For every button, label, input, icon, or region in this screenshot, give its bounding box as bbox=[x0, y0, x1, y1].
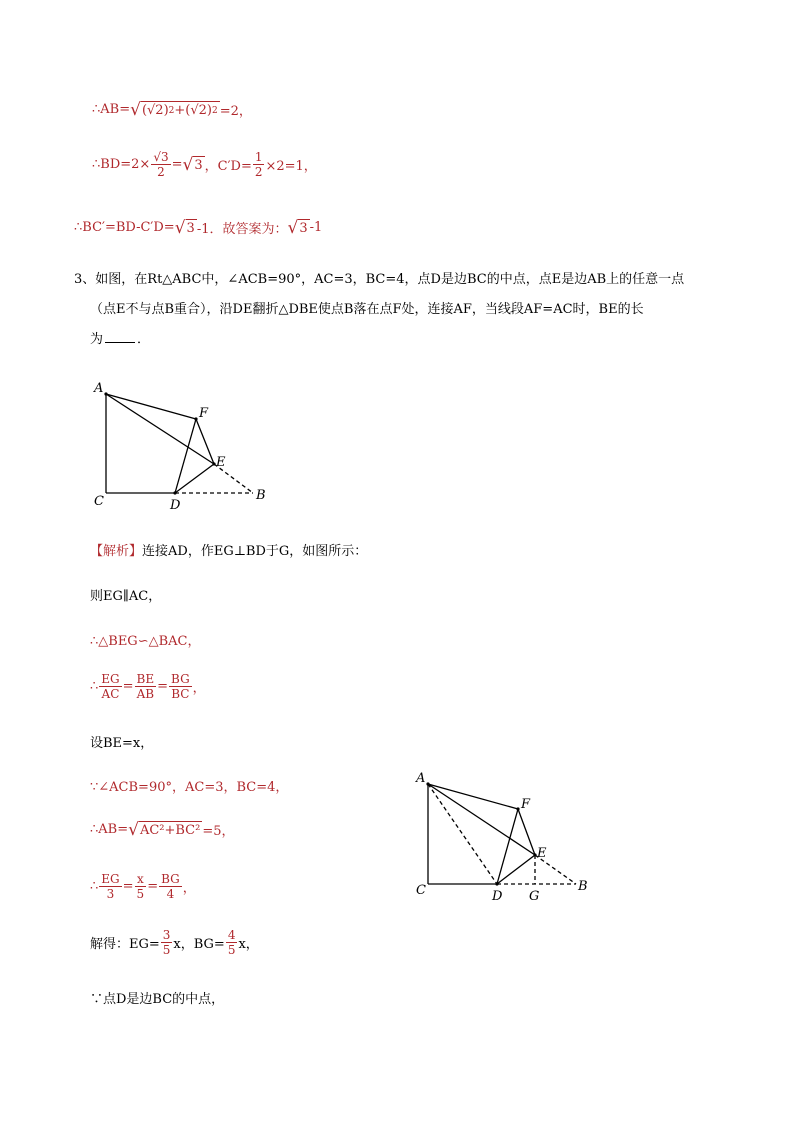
numerator: BG bbox=[161, 872, 180, 886]
sqrt-expression: √ (√2) 2 + (√2) 2 bbox=[130, 99, 218, 120]
term: (√2) bbox=[141, 103, 169, 118]
text: x， bbox=[238, 937, 259, 952]
analysis-intro bbox=[90, 540, 367, 559]
radicand: 3 bbox=[186, 219, 197, 237]
segment-ae bbox=[428, 784, 535, 855]
label-f: F bbox=[521, 797, 531, 812]
solution-line-bd bbox=[92, 150, 317, 179]
denominator: AB bbox=[136, 687, 155, 701]
text: ． bbox=[137, 332, 151, 347]
label-b: B bbox=[256, 488, 266, 503]
text: ∴AB= bbox=[92, 102, 131, 117]
denominator: 5 bbox=[227, 943, 236, 957]
analysis-step-2 bbox=[90, 630, 200, 649]
analysis-step-6 bbox=[90, 820, 235, 839]
segment-fe bbox=[196, 419, 214, 464]
label-a: A bbox=[416, 771, 426, 786]
text: 设BE=x， bbox=[90, 736, 154, 751]
numerator: EG bbox=[101, 872, 120, 886]
segment-de bbox=[497, 855, 535, 884]
segment-fd bbox=[497, 809, 518, 884]
label-d: D bbox=[170, 498, 181, 513]
analysis-step-4 bbox=[90, 732, 153, 751]
analysis-step-8 bbox=[90, 928, 259, 957]
sqrt-expression: √ 3 bbox=[174, 217, 195, 238]
denominator: 2 bbox=[157, 165, 165, 179]
text: ∴BD=2× bbox=[92, 157, 151, 172]
text: 则EG∥AC， bbox=[90, 589, 162, 604]
denominator: BC bbox=[171, 687, 190, 701]
text: = bbox=[147, 879, 159, 894]
fraction bbox=[161, 928, 173, 957]
problem-number: 3、 bbox=[74, 272, 96, 287]
label-d: D bbox=[492, 889, 503, 904]
segment-af bbox=[106, 394, 196, 419]
numerator: EG bbox=[101, 672, 120, 686]
radicand: 3 bbox=[298, 219, 309, 237]
segment-af bbox=[428, 784, 518, 809]
point-d bbox=[173, 491, 176, 494]
exponent: 2 bbox=[212, 105, 218, 116]
analysis-figure bbox=[410, 768, 610, 908]
radicand: 3 bbox=[193, 156, 204, 174]
plus: + bbox=[174, 103, 186, 118]
text: ，C′D= bbox=[204, 159, 252, 174]
numerator: 4 bbox=[227, 928, 236, 942]
fraction bbox=[135, 672, 157, 701]
text: 解得：EG= bbox=[90, 937, 160, 952]
text: = bbox=[171, 157, 183, 172]
text: = bbox=[122, 879, 134, 894]
fraction bbox=[226, 928, 238, 957]
text: ∴AB= bbox=[90, 822, 129, 837]
segment-ae bbox=[106, 394, 214, 464]
solution-line-ab bbox=[92, 100, 252, 119]
text: ×2=1， bbox=[265, 159, 317, 174]
problem-statement bbox=[74, 265, 734, 355]
label-c: C bbox=[416, 883, 426, 898]
text: = bbox=[122, 679, 134, 694]
text: （点E不与点B重合），沿DE翻折△DBE使点B落在点F处，连接AF，当线段AF=AC时，BE的长 bbox=[90, 302, 644, 317]
denominator: 2 bbox=[254, 165, 263, 179]
label-a: A bbox=[94, 381, 104, 396]
point-f bbox=[194, 417, 197, 420]
segment-ad-dashed bbox=[428, 784, 497, 884]
text: ∴ bbox=[90, 679, 99, 694]
numerator: √3 bbox=[153, 150, 169, 164]
label-f: F bbox=[199, 406, 209, 421]
analysis-step-7 bbox=[90, 872, 196, 901]
text: ∴BC′=BD-C′D= bbox=[74, 220, 175, 235]
fraction bbox=[159, 872, 182, 901]
segment-fd bbox=[175, 419, 196, 493]
term: (√2) bbox=[185, 103, 212, 118]
problem-figure bbox=[88, 378, 288, 513]
label-e: E bbox=[537, 846, 547, 861]
sqrt-expression: √ 3 bbox=[287, 217, 308, 238]
text: 为 bbox=[90, 332, 104, 347]
analysis-step-1 bbox=[90, 585, 161, 604]
text: =5， bbox=[202, 824, 235, 839]
point-a bbox=[426, 782, 429, 785]
analysis-step-5 bbox=[90, 776, 288, 795]
text: ∴△BEG∽△BAC， bbox=[90, 634, 201, 649]
point-a bbox=[104, 392, 107, 395]
analysis-tag: 【解析】 bbox=[90, 544, 143, 559]
point-d bbox=[495, 882, 498, 885]
text: ∵∠ACB=90°，AC=3，BC=4， bbox=[90, 780, 289, 795]
text: -1 bbox=[309, 220, 323, 235]
text: 连接AD，作EG⊥BD于G，如图所示： bbox=[142, 544, 368, 559]
numerator: 1 bbox=[254, 150, 263, 164]
exponent: 2 bbox=[168, 105, 175, 116]
denominator: 4 bbox=[166, 887, 175, 901]
denominator: 5 bbox=[162, 943, 171, 957]
sqrt-expression: √ AC²+BC² bbox=[128, 819, 201, 840]
segment-fe bbox=[518, 809, 535, 855]
label-b: B bbox=[578, 879, 588, 894]
text: x，BG= bbox=[173, 937, 225, 952]
text: =2， bbox=[219, 104, 252, 119]
answer-blank bbox=[105, 330, 135, 343]
text: ∴ bbox=[90, 879, 99, 894]
fraction bbox=[253, 150, 265, 179]
fraction bbox=[99, 672, 121, 701]
text: 如图，在Rt△ABC中，∠ACB=90°，AC=3，BC=4，点D是边BC的中点，点E是边AB上的任意一点 bbox=[95, 272, 685, 287]
fraction bbox=[99, 872, 121, 901]
label-g: G bbox=[529, 889, 540, 904]
text: -1．故答案为： bbox=[196, 222, 288, 237]
analysis-step-9 bbox=[90, 988, 224, 1007]
denominator: 3 bbox=[106, 887, 115, 901]
denominator: AC bbox=[101, 687, 120, 701]
text: ， bbox=[182, 881, 196, 896]
sqrt-expression: √ 3 bbox=[182, 154, 203, 175]
fraction bbox=[135, 872, 147, 901]
numerator: BE bbox=[136, 672, 155, 686]
label-c: C bbox=[94, 494, 104, 509]
point-f bbox=[516, 807, 519, 810]
problem-line-2 bbox=[74, 295, 734, 325]
text: = bbox=[157, 679, 169, 694]
fraction bbox=[169, 672, 192, 701]
fraction bbox=[151, 150, 170, 179]
problem-line-3 bbox=[74, 325, 734, 355]
text: ， bbox=[192, 681, 206, 696]
text: ∵点D是边BC的中点， bbox=[90, 992, 225, 1007]
numerator: x bbox=[136, 872, 144, 886]
label-e: E bbox=[216, 455, 226, 470]
numerator: 3 bbox=[162, 928, 171, 942]
radicand: AC²+BC² bbox=[139, 821, 202, 839]
analysis-step-3 bbox=[90, 672, 206, 701]
problem-line-1 bbox=[74, 265, 734, 295]
segment-de bbox=[175, 464, 214, 493]
numerator: BG bbox=[171, 672, 190, 686]
solution-line-bc bbox=[74, 218, 322, 237]
denominator: 5 bbox=[136, 887, 145, 901]
